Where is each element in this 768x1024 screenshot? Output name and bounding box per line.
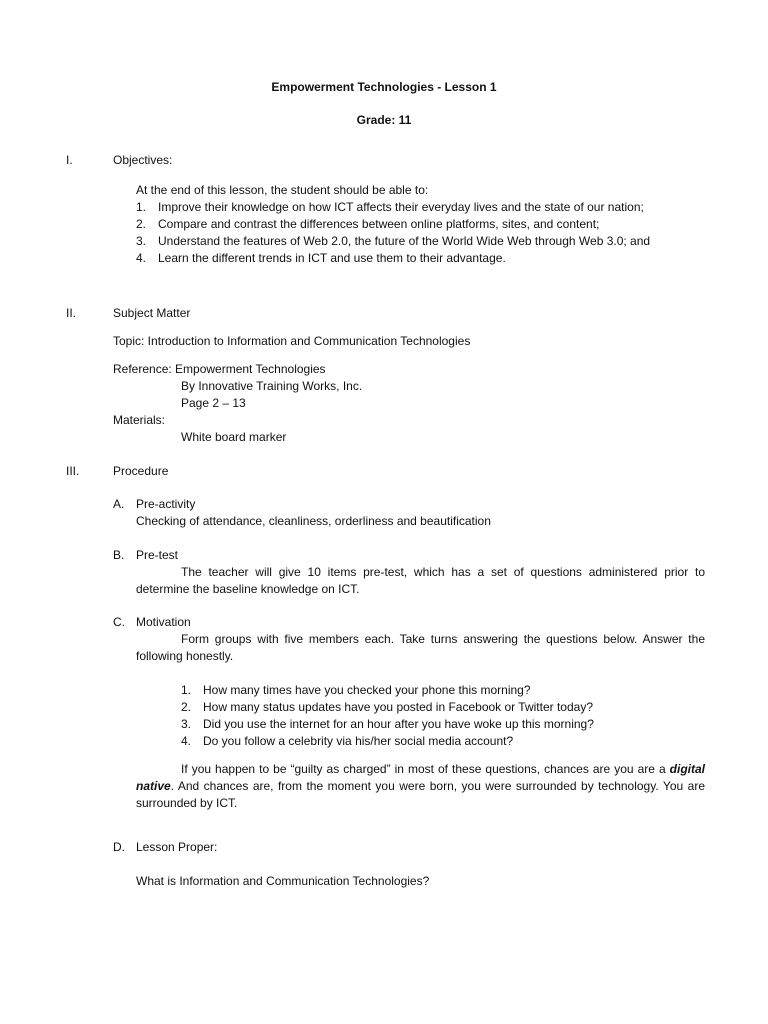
list-number: 3.: [181, 717, 192, 731]
materials-value: White board marker: [181, 430, 287, 444]
closing-text-before: If you happen to be “guilty as charged” in most of these questions, chances are you are a: [181, 762, 666, 776]
grade-label: Grade: 11: [356, 113, 412, 127]
section-heading-objectives: Objectives:: [113, 153, 173, 167]
section-heading-subject-matter: Subject Matter: [113, 306, 191, 320]
motivation-question: Did you use the internet for an hour after you have woke up this morning?: [203, 717, 594, 731]
reference-author: By Innovative Training Works, Inc.: [181, 379, 363, 393]
list-number: 1.: [136, 200, 147, 214]
step-letter-c: C.: [113, 615, 125, 629]
step-text-pre-activity: Checking of attendance, cleanliness, orderliness and beautification: [136, 514, 491, 528]
motivation-question: How many status updates have you posted in Facebook or Twitter today?: [203, 700, 593, 714]
step-title-pre-activity: Pre-activity: [136, 497, 196, 511]
list-number: 1.: [181, 683, 192, 697]
objective-item: Understand the features of Web 2.0, the future of the World Wide Web through Web 3.0; and: [158, 234, 651, 248]
step-title-lesson-proper: Lesson Proper:: [136, 840, 218, 854]
motivation-closing: [136, 761, 705, 812]
section-numeral-3: III.: [66, 464, 80, 478]
objective-item: Learn the different trends in ICT and use them to their advantage.: [158, 251, 506, 265]
digital-native-term: digital native: [136, 762, 705, 793]
objectives-intro: At the end of this lesson, the student should be able to:: [136, 183, 429, 197]
list-number: 4.: [181, 734, 192, 748]
motivation-question: How many times have you checked your phone this morning?: [203, 683, 531, 697]
section-numeral-2: II.: [66, 306, 77, 320]
step-letter-d: D.: [113, 840, 125, 854]
step-text-pre-test: The teacher will give 10 items pre-test, which has a set of questions administered prior to determine the baseline knowledge on ICT.: [136, 565, 705, 596]
topic-line: Topic: Introduction to Information and Communication Technologies: [113, 334, 471, 348]
closing-text-after: . And chances are, from the moment you were born, you were surrounded by technology. You are surrounded by ICT.: [136, 779, 705, 810]
list-number: 4.: [136, 251, 147, 265]
list-number: 2.: [136, 217, 147, 231]
step-title-motivation: Motivation: [136, 615, 191, 629]
step-letter-b: B.: [113, 548, 125, 562]
section-numeral-1: I.: [66, 153, 73, 167]
objective-item: Improve their knowledge on how ICT affects their everyday lives and the state of our nation;: [158, 200, 644, 214]
lesson-question: What is Information and Communication Technologies?: [136, 874, 430, 888]
list-number: 2.: [181, 700, 192, 714]
reference-line: Reference: Empowerment Technologies: [113, 362, 326, 376]
step-title-pre-test: Pre-test: [136, 548, 179, 562]
motivation-question: Do you follow a celebrity via his/her social media account?: [203, 734, 514, 748]
materials-label: Materials:: [113, 413, 166, 427]
step-text-motivation: Form groups with five members each. Take turns answering the questions below. Answer the following honestly.: [136, 632, 705, 663]
reference-pages: Page 2 – 13: [181, 396, 246, 410]
section-heading-procedure: Procedure: [113, 464, 169, 478]
objective-item: Compare and contrast the differences between online platforms, sites, and content;: [158, 217, 600, 231]
document-title: Empowerment Technologies - Lesson 1: [271, 80, 497, 94]
step-letter-a: A.: [113, 497, 125, 511]
list-number: 3.: [136, 234, 147, 248]
